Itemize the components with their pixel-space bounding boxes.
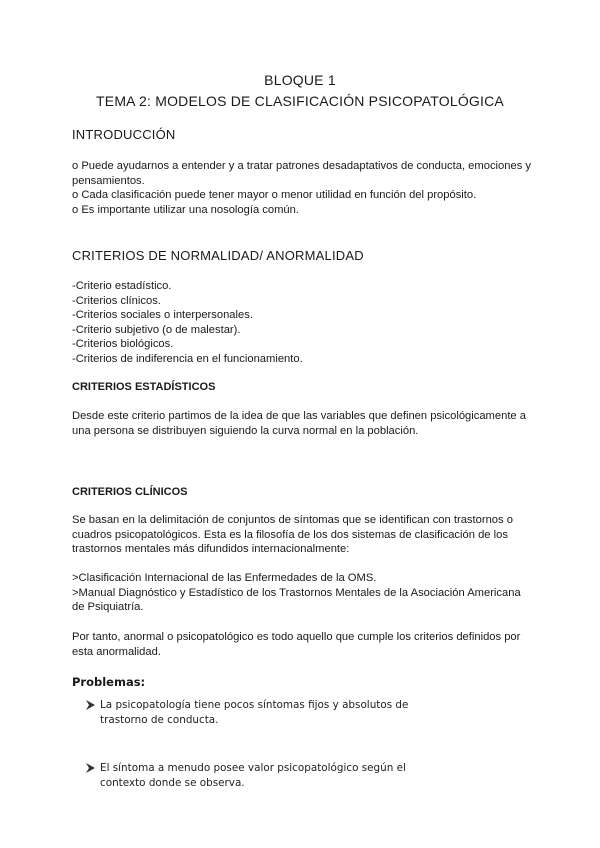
problem-text — [100, 698, 420, 728]
classification-line: de Psiquiatría. — [72, 601, 144, 613]
intro-line: pensamientos. — [72, 174, 145, 187]
intro-paragraph — [72, 159, 542, 217]
statistical-line: una persona se distribuyen siguiendo la curva normal en la población. — [72, 424, 419, 437]
criteria-item: -Criterios sociales o interpersonales. — [72, 309, 253, 321]
statistical-paragraph — [72, 409, 542, 438]
clinical-line: Por tanto, anormal o psicopatológico es todo aquello que cumple los criterios definidos por — [72, 631, 521, 643]
clinical-line: Se basan en la delimitación de conjuntos de síntomas que se identifican con trastornos o — [72, 514, 513, 526]
criteria-item: -Criterios biológicos. — [72, 338, 174, 350]
criteria-item: -Criterio estadístico. — [72, 280, 172, 292]
criteria-item: -Criterio subjetivo (o de malestar). — [72, 323, 241, 336]
block-title: BLOQUE 1 — [264, 72, 336, 88]
criteria-item: -Criterios clínicos. — [72, 294, 161, 307]
topic-title: TEMA 2: MODELOS DE CLASIFICACIÓN PSICOPATOLÓGICA — [96, 93, 504, 109]
clinical-paragraph-2 — [72, 571, 542, 615]
clinical-heading: CRITERIOS CLÍNICOS — [72, 486, 188, 498]
statistical-heading: CRITERIOS ESTADÍSTICOS — [72, 381, 216, 393]
clinical-paragraph-1 — [72, 513, 542, 557]
intro-line: o Puede ayudarnos a entender y a tratar patrones desadaptativos de conducta, emociones y — [72, 160, 531, 172]
intro-line: o Es importante utilizar una nosología común. — [72, 203, 299, 216]
criteria-heading: CRITERIOS DE NORMALIDAD/ ANORMALIDAD — [72, 248, 364, 263]
intro-line: o Cada clasificación puede tener mayor o menor utilidad en función del propósito. — [72, 189, 477, 201]
classification-line: >Clasificación Internacional de las Enfermedades de la OMS. — [72, 572, 377, 584]
intro-heading: INTRODUCCIÓN — [72, 127, 176, 142]
problem-line: contexto donde se observa. — [100, 777, 245, 789]
problem-line: trastorno de conducta. — [100, 714, 219, 726]
clinical-paragraph-3 — [72, 630, 542, 659]
arrow-bullet-icon — [84, 698, 98, 712]
clinical-line: trastornos mentales más difundidos internacionalmente: — [72, 543, 350, 555]
clinical-line: esta anormalidad. — [72, 645, 161, 658]
criteria-list — [72, 279, 542, 366]
problem-text — [100, 761, 420, 791]
problems-heading: Problemas: — [72, 675, 146, 689]
classification-line: >Manual Diagnóstico y Estadístico de los Trastornos Mentales de la Asociación Americana — [72, 586, 521, 599]
clinical-line: cuadros psicopatológicos. Esta es la filosofía de los dos sistemas de clasificación de los — [72, 528, 508, 541]
arrow-bullet-icon — [84, 761, 98, 775]
statistical-line: Desde este criterio partimos de la idea de que las variables que definen psicológicamente a — [72, 410, 526, 422]
problem-line: La psicopatología tiene pocos síntomas fijos y absolutos de — [100, 699, 409, 711]
problem-line: El síntoma a menudo posee valor psicopatológico según el — [100, 762, 406, 774]
criteria-item: -Criterios de indiferencia en el funcionamiento. — [72, 352, 303, 365]
